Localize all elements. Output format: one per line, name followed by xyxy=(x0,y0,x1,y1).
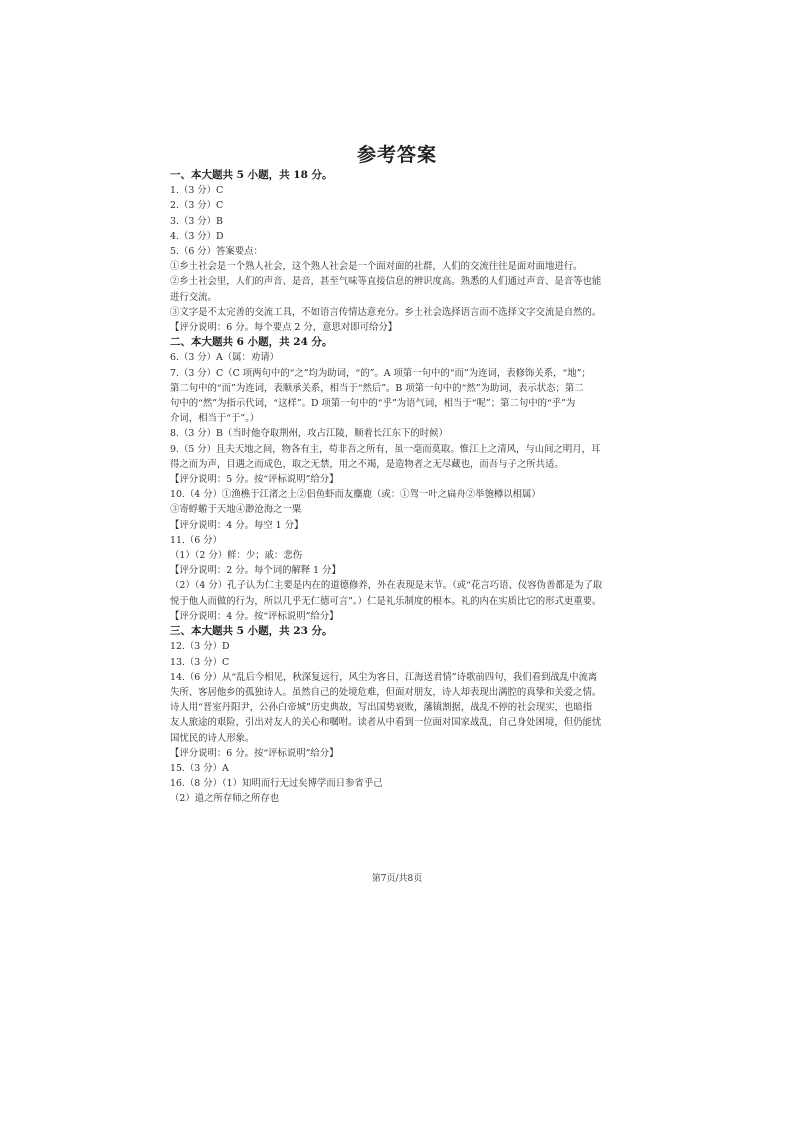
section-heading: 二、本大题共 6 小题，共 24 分。 xyxy=(170,336,333,349)
answer-line: 【评分说明：2 分。每个词的解释 1 分】 xyxy=(170,565,341,577)
answer-line: 4.（3 分）D xyxy=(170,230,224,242)
answer-line: 悦于他人而做的行为，所以几乎无仁德可言”。）仁是礼乐制度的根本。礼的内在实质比它的形式更重要。 xyxy=(170,595,602,607)
answer-line: 14.（6 分）从“乱后今相见，秋深复远行，风尘为客日，江海送君情”诗歌前四句，我们看到战乱中流离 xyxy=(170,671,598,683)
answer-line: （2）（4 分）孔子认为仁主要是内在的道德修养，外在表现是末节。（或“花言巧语、仪容伪善都是为了取 xyxy=(170,580,603,592)
answer-line: 失所、客居他乡的孤独诗人。虽然自己的处境危难，但面对朋友，诗人却表现出满腔的真挚和关爱之情。 xyxy=(170,686,602,698)
answer-line: ①乡土社会是一个熟人社会，这个熟人社会是一个面对面的社群，人们的交流往往是面对面地进行。 xyxy=(170,261,583,273)
answer-line: 13.（3 分）C xyxy=(170,656,230,668)
answer-line: 友人旅途的艰险，引出对友人的关心和嘱咐。读者从中看到一位面对国家战乱，自己身处困境，但仍能忧 xyxy=(170,717,602,729)
answer-line: 15.（3 分）A xyxy=(170,762,229,774)
answer-content xyxy=(170,168,625,807)
answer-line: 句中的“然”为指示代词，“这样”。D 项第一句中的“乎”为语气词，相当于“呢”；第二句中的“乎”为 xyxy=(170,398,576,410)
section-heading: 一、本大题共 5 小题，共 18 分。 xyxy=(170,169,333,181)
answer-line: 3.（3 分）B xyxy=(170,215,223,227)
answer-line: 8.（3 分）B（当时他夺取荆州，攻占江陵，顺着长江东下的时候） xyxy=(170,428,448,440)
answer-line: 11.（6 分） xyxy=(170,534,222,546)
answer-line: 诗人用“晋室丹阳尹，公孙白帝城”历史典故，写出国势衰败，藩镇割据，战乱不停的社会现实，也暗指 xyxy=(170,702,593,714)
answer-line: （1）（2 分）鲜：少；戚：悲伤 xyxy=(170,550,303,562)
answer-line: 第二句中的“而”为连词，表顺承关系，相当于“然后”。B 项第一句中的“然”为助词，表示状态；第二 xyxy=(170,382,584,394)
section-heading: 三、本大题共 5 小题，共 23 分。 xyxy=(170,625,333,638)
answer-line: ③寄蜉蝣于天地④渺沧海之一粟 xyxy=(170,504,302,516)
answer-line: 【评分说明：4 分。每空 1 分】 xyxy=(170,519,304,531)
answer-line: 国忧民的诗人形象。 xyxy=(170,732,255,744)
answer-line: ②乡土社会里，人们的声音、是音，甚至气味等直接信息的辨识度高。熟悉的人们通过声音、是音等也能 xyxy=(170,276,602,288)
answer-line: （2）道之所存师之所存也 xyxy=(170,793,280,805)
answer-line: 7.（3 分）C（C 项两句中的“之”均为助词，“的”。A 项第一句中的“而”为连词，表修饰关系，“地”； xyxy=(170,367,591,379)
answer-line: 2.（3 分）C xyxy=(170,200,224,212)
answer-line: 【评分说明：5 分。按“评标说明”给分】 xyxy=(170,474,339,486)
answer-line: 10.（4 分）①渔樵于江渚之上②侣鱼虾而友麋鹿（或：①驾一叶之扁舟②举匏樽以相属） xyxy=(170,489,541,501)
answer-line: 介词，相当于“于”。） xyxy=(170,413,260,425)
page-title: 参考答案 xyxy=(356,144,437,166)
answer-line: 【评分说明：6 分。按“评标说明”给分】 xyxy=(170,747,339,759)
answer-line: 16.（8 分）（1）知明而行无过矣博学而日参省乎己 xyxy=(170,778,383,790)
answer-line: 得之而为声，目遇之而成色，取之无禁，用之不竭，是造物者之无尽藏也，而吾与子之所共适。 xyxy=(170,458,564,470)
answer-line: ③文字是不太完善的交流工具，不如语言传情达意充分。乡土社会选择语言而不选择文字交流是自然的。 xyxy=(170,306,602,318)
answer-line: 12.（3 分）D xyxy=(170,641,230,653)
answer-line: 进行交流。 xyxy=(170,291,217,303)
answer-line: 9.（5 分）且夫天地之间，物各有主，苟非吾之所有，虽一毫而莫取。惟江上之清风，与山间之明月，耳 xyxy=(170,443,601,455)
answer-line: 【评分说明：4 分。按“评标说明”给分】 xyxy=(170,610,339,622)
answer-line: 【评分说明：6 分。每个要点 2 分，意思对即可给分】 xyxy=(170,322,398,334)
page-footer: 第7页/共8页 xyxy=(371,874,423,884)
answer-line: 1.（3 分）C xyxy=(170,185,224,197)
answer-line: 6.（3 分）A（属：劝请） xyxy=(170,352,280,364)
answer-line: 5.（6 分）答案要点： xyxy=(170,246,263,258)
